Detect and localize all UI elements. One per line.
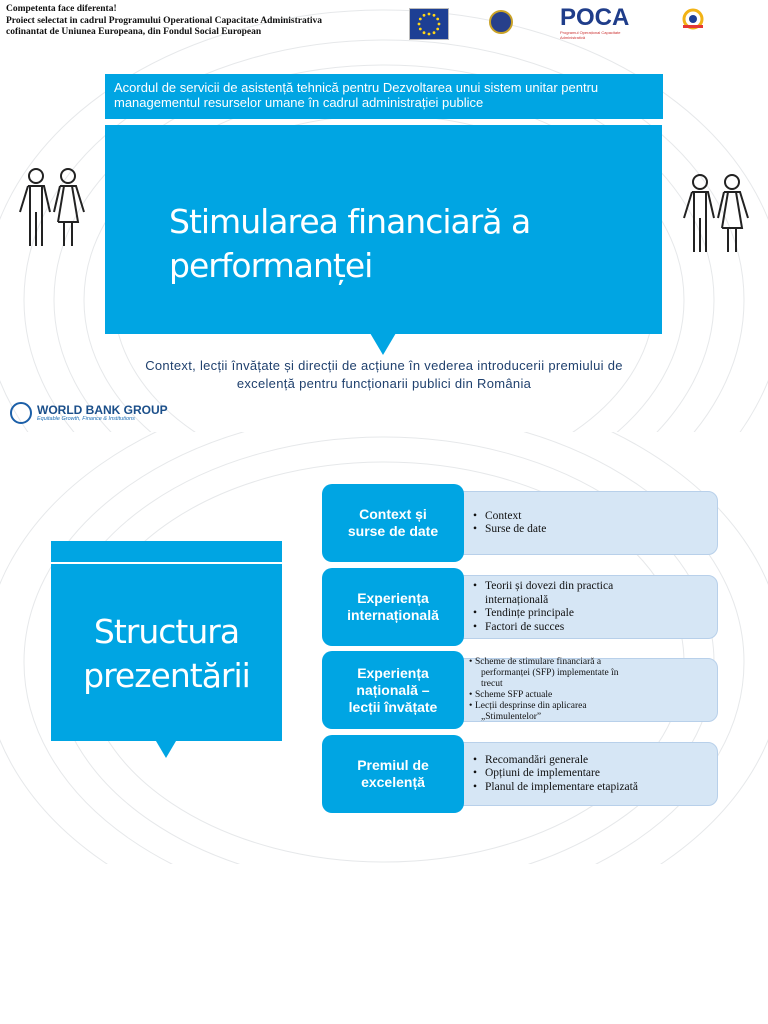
bullet-item: • Factori de succes <box>473 620 565 633</box>
world-bank-tagline: Equitable Growth, Finance & Institutions <box>37 415 135 422</box>
agenda-row-details <box>454 491 718 555</box>
subtitle-line: excelență pentru funcționarii publici din România <box>236 376 532 391</box>
structure-title-line: Structura <box>93 612 240 651</box>
structure-box-pointer <box>156 741 176 758</box>
label-line: surse de date <box>347 523 439 539</box>
agenda-row-award <box>322 735 720 813</box>
structure-title-box <box>51 541 282 741</box>
label-line: Experiența <box>357 590 429 606</box>
label-line: națională – <box>356 681 430 698</box>
world-bank-logo <box>10 402 168 424</box>
bullet-continuation: internațională <box>485 593 549 606</box>
slide-subtitle <box>80 357 688 393</box>
bullet-item: • Scheme de stimulare financiară a <box>469 657 602 667</box>
header-line: cofinantat de Uniunea Europeana, din Fondul Social European <box>6 27 262 37</box>
structure-slide <box>0 432 768 864</box>
title-box <box>105 125 662 334</box>
bullet-item: • Tendințe principale <box>473 607 574 619</box>
agenda-row-details <box>454 742 718 806</box>
title-box-pointer <box>370 333 396 355</box>
header-line: Proiect selectat in cadrul Programului Operational Capacitate Administrativa <box>6 15 323 26</box>
label-line: excelență <box>361 774 425 790</box>
structure-title-line: prezentării <box>83 656 250 695</box>
globe-icon <box>10 402 32 424</box>
agenda-row-details <box>454 658 718 722</box>
agenda-row-international <box>322 568 720 646</box>
agenda-row-national <box>322 651 720 729</box>
star-ring-icon <box>677 8 709 34</box>
eu-stars-icon <box>416 11 442 37</box>
poca-logo-subtext: Programul Operațional Capacitate Administrativă <box>560 30 621 40</box>
world-bank-name: WORLD BANK GROUP <box>37 402 168 417</box>
slide-title <box>169 200 530 288</box>
subtitle-line: Context, lecții învățate și direcții de acțiune în vederea introducerii premiului de <box>145 358 623 373</box>
bullet-continuation: trecut <box>481 679 503 689</box>
bullet-item: • Planul de implementare etapizată <box>473 780 638 793</box>
bullet-item: • Opțiuni de implementare <box>473 767 600 780</box>
label-line: lecții învățate <box>348 698 438 715</box>
bullet-item: • Teorii și dovezi din practica <box>473 580 614 592</box>
label-line: Experiența <box>357 664 429 681</box>
title-box-header-strip <box>51 541 282 564</box>
agenda-row-label <box>322 484 464 562</box>
label-line: internațională <box>347 607 439 623</box>
poca-logo-text: POCA <box>560 4 630 31</box>
people-right-icon <box>678 172 754 256</box>
structure-title <box>51 610 282 698</box>
government-coat-of-arms-logo <box>489 10 513 34</box>
bullet-item: • Recomandări generale <box>473 753 589 766</box>
bullet-item: • Lecții desprinse din aplicarea <box>469 701 587 711</box>
agenda-row-details <box>454 575 718 639</box>
slide-title-line: Stimularea financiară a <box>169 202 531 241</box>
agenda-row-label <box>322 735 464 813</box>
eu-flag-logo <box>409 8 449 40</box>
bullet-item: • Context <box>473 509 522 522</box>
poca-logo <box>560 6 638 40</box>
title-slide <box>0 0 768 432</box>
bullet-item: • Scheme SFP actuale <box>469 690 553 700</box>
label-line: Context și <box>359 506 427 522</box>
agenda-row-label <box>322 568 464 646</box>
instrumente-structurale-logo <box>677 8 709 40</box>
header-line: Competenta face diferenta! <box>6 4 117 14</box>
bullet-item: • Surse de date <box>473 523 547 535</box>
bullet-continuation: performanței (SFP) implementate în <box>481 668 619 678</box>
agenda-row-label <box>322 651 464 729</box>
people-left-icon <box>14 166 90 250</box>
bullet-continuation: „Stimulentelor” <box>481 712 542 722</box>
project-header <box>6 4 322 39</box>
agreement-banner: Acordul de servicii de asistență tehnică pentru Dezvoltarea unui sistem unitar pentru managementul resurselor umane în cadrul administrației publice <box>105 74 663 119</box>
label-line: Premiul de <box>357 757 429 773</box>
slide-title-line: performanței <box>169 246 373 285</box>
agenda-row-context <box>322 484 720 562</box>
